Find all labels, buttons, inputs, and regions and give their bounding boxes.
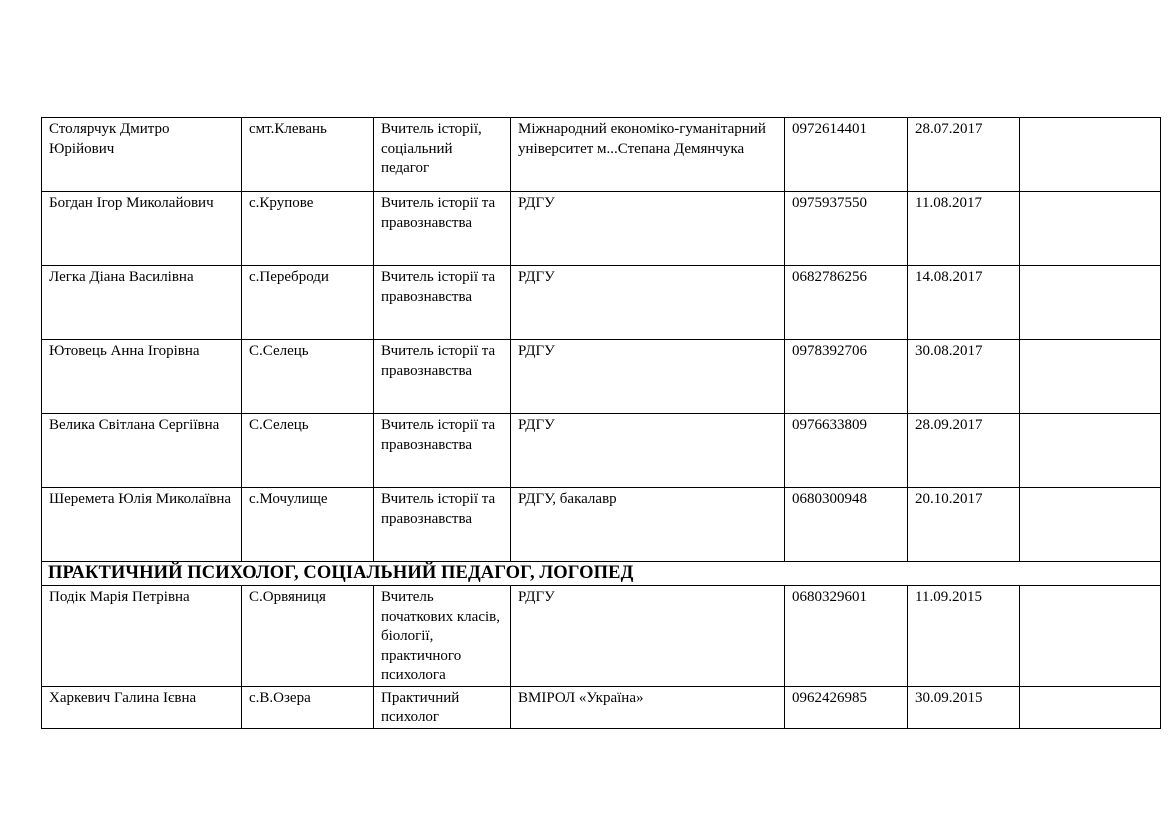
table-row (42, 488, 1161, 562)
cell-phone: 0972614401 (785, 118, 908, 192)
cell-position: Вчитель початкових класів, біології, практичного психолога (374, 586, 511, 687)
cell-phone: 0680329601 (785, 586, 908, 687)
cell-place: с.Мочулище (242, 488, 374, 562)
cell-position: Вчитель історії, соціальний педагог (374, 118, 511, 192)
cell-date: 11.09.2015 (908, 586, 1020, 687)
table-row (42, 118, 1161, 192)
table-row (42, 192, 1161, 266)
cell-position: Вчитель історії та правознавства (374, 266, 511, 340)
cell-date: 14.08.2017 (908, 266, 1020, 340)
cell-extra (1020, 340, 1161, 414)
cell-name: Шеремета Юлія Миколаївна (42, 488, 242, 562)
staff-table (41, 117, 1161, 729)
cell-education: РДГУ (511, 340, 785, 414)
cell-phone: 0975937550 (785, 192, 908, 266)
cell-position: Вчитель історії та правознавства (374, 192, 511, 266)
cell-name: Велика Світлана Сергіївна (42, 414, 242, 488)
cell-date: 28.09.2017 (908, 414, 1020, 488)
cell-education: РДГУ, бакалавр (511, 488, 785, 562)
cell-name: Ютовець Анна Ігорівна (42, 340, 242, 414)
cell-extra (1020, 488, 1161, 562)
cell-date: 11.08.2017 (908, 192, 1020, 266)
table-row (42, 686, 1161, 728)
cell-name: Легка Діана Василівна (42, 266, 242, 340)
cell-place: С.Селець (242, 414, 374, 488)
cell-date: 20.10.2017 (908, 488, 1020, 562)
cell-place: с.Крупове (242, 192, 374, 266)
cell-place: С.Орвяниця (242, 586, 374, 687)
cell-education: РДГУ (511, 266, 785, 340)
cell-position: Практичний психолог (374, 686, 511, 728)
cell-education: РДГУ (511, 414, 785, 488)
cell-education: ВМІРОЛ «Україна» (511, 686, 785, 728)
cell-name: Харкевич Галина Ієвна (42, 686, 242, 728)
cell-extra (1020, 118, 1161, 192)
cell-education: РДГУ (511, 192, 785, 266)
table-row (42, 340, 1161, 414)
cell-extra (1020, 586, 1161, 687)
cell-phone: 0680300948 (785, 488, 908, 562)
cell-date: 30.08.2017 (908, 340, 1020, 414)
cell-phone: 0978392706 (785, 340, 908, 414)
cell-position: Вчитель історії та правознавства (374, 340, 511, 414)
table-row (42, 586, 1161, 687)
cell-position: Вчитель історії та правознавства (374, 488, 511, 562)
cell-extra (1020, 192, 1161, 266)
cell-phone: 0962426985 (785, 686, 908, 728)
cell-education: Міжнародний економіко-гуманітарний університет м...Степана Демянчука (511, 118, 785, 192)
cell-place: с.В.Озера (242, 686, 374, 728)
cell-place: С.Селець (242, 340, 374, 414)
cell-extra (1020, 266, 1161, 340)
section-heading: ПРАКТИЧНИЙ ПСИХОЛОГ, СОЦІАЛЬНИЙ ПЕДАГОГ, ЛОГОПЕД (42, 562, 1161, 586)
cell-extra (1020, 686, 1161, 728)
cell-date: 30.09.2015 (908, 686, 1020, 728)
cell-phone: 0682786256 (785, 266, 908, 340)
cell-education: РДГУ (511, 586, 785, 687)
cell-position: Вчитель історії та правознавства (374, 414, 511, 488)
cell-name: Подік Марія Петрівна (42, 586, 242, 687)
table-row (42, 414, 1161, 488)
cell-date: 28.07.2017 (908, 118, 1020, 192)
table-row (42, 266, 1161, 340)
section-heading-row (42, 562, 1161, 586)
cell-phone: 0976633809 (785, 414, 908, 488)
cell-name: Столярчук Дмитро Юрійович (42, 118, 242, 192)
cell-extra (1020, 414, 1161, 488)
cell-place: смт.Клевань (242, 118, 374, 192)
cell-place: с.Переброди (242, 266, 374, 340)
cell-name: Богдан Ігор Миколайович (42, 192, 242, 266)
